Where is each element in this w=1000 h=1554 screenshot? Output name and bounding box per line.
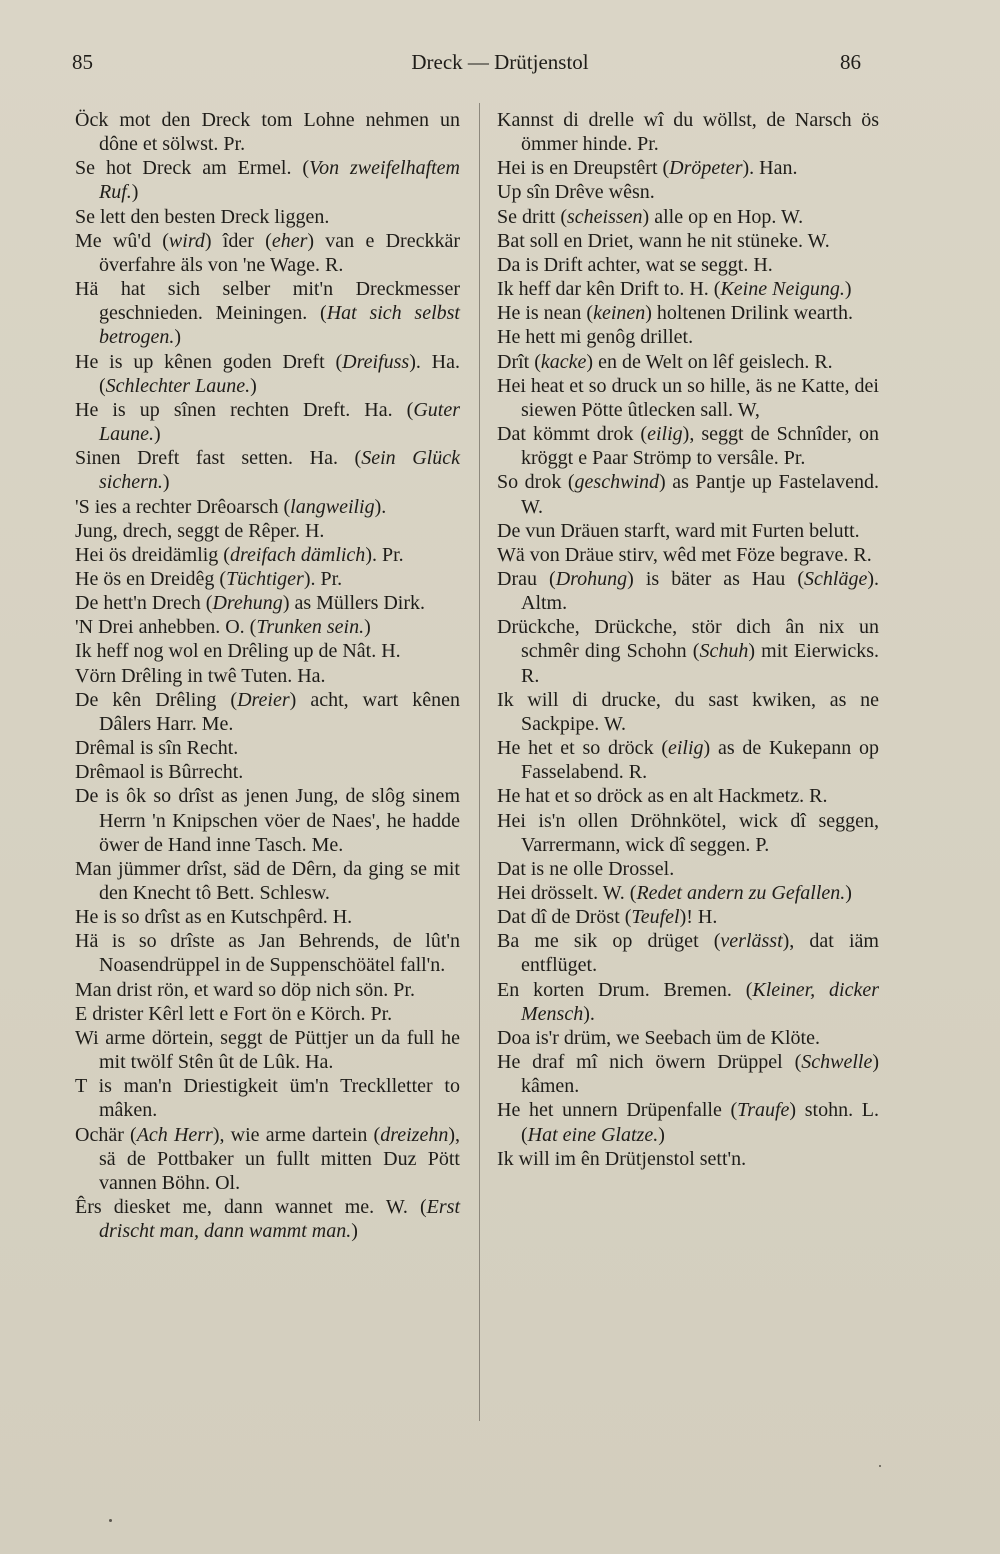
proverb-entry: Se hot Dreck am Ermel. (Von zweifelhaftem Ruf.) bbox=[75, 157, 460, 204]
proverb-entry: Hei drösselt. W. (Redet andern zu Gefallen.) bbox=[497, 882, 852, 904]
proverb-entry: Ik will im ên Drütjenstol sett'n. bbox=[497, 1147, 747, 1170]
proverb-entry: Da is Drift achter, wat se seggt. H. bbox=[497, 253, 773, 276]
proverb-entry: Êrs diesket me, dann wannet me. W. (Erst drischt man, dann wammt man.) bbox=[75, 1196, 460, 1243]
proverb-entry: Wi arme dörtein, seggt de Püttjer un da full he mit twölf Stên ût de Lûk. Ha. bbox=[75, 1026, 460, 1074]
proverb-entry: De hett'n Drech (Drehung) as Müllers Dirk. bbox=[75, 592, 426, 615]
print-speck bbox=[879, 1465, 881, 1467]
proverb-entry: Hä is so drîste as Jan Behrends, de lût'n Noasendrüppel in de Suppenschöätel fall'n. bbox=[75, 930, 460, 977]
proverb-entry: Wä von Dräue stirv, wêd met Föze begrave. R. bbox=[497, 543, 872, 566]
proverb-entry: Ik will di drucke, du sast kwiken, as ne Sackpipe. W. bbox=[497, 688, 879, 735]
proverb-entry: Doa is'r drüm, we Seebach üm de Klöte. bbox=[497, 1026, 820, 1049]
left-page-number: 85 bbox=[72, 50, 93, 74]
proverb-entry: He is up kênen goden Dreft (Dreifuss). Ha. (Schlechter Laune.) bbox=[75, 350, 460, 397]
proverb-entry: Öck mot den Dreck tom Lohne nehmen un dône et sölwst. Pr. bbox=[75, 109, 460, 156]
right-page-number: 86 bbox=[840, 50, 861, 74]
proverb-entry: Man drist rön, et ward so döp nich sön. Pr. bbox=[75, 978, 415, 1001]
proverb-entry: Up sîn Drêve wêsn. bbox=[497, 181, 655, 204]
proverb-entry: Dat is ne olle Drossel. bbox=[497, 857, 675, 880]
proverb-entry: E drister Kêrl lett e Fort ön e Körch. Pr. bbox=[75, 1002, 393, 1025]
column-divider bbox=[479, 103, 480, 1421]
proverb-entry: Hei heat et so druck un so hille, äs ne Katte, dei siewen Pötte ûtlecken sall. W, bbox=[497, 374, 879, 421]
proverb-entry: Drückche, Drückche, stör dich ân nix un schmêr ding Schohn (Schuh) mit Eierwicks. R. bbox=[497, 616, 879, 687]
print-speck bbox=[109, 1519, 112, 1522]
proverb-entry: Me wû'd (wird) îder (eher) van e Dreckkär överfahre äls von 'ne Wage. R. bbox=[75, 229, 461, 276]
proverb-entry: He draf mî nich öwern Drüppel (Schwelle) kâmen. bbox=[497, 1051, 879, 1098]
proverb-entry: He het et so dröck (eilig) as de Kukepann op Fasselabend. R. bbox=[497, 737, 879, 784]
proverb-entry: Drau (Drohung) is bäter as Hau (Schläge). Altm. bbox=[497, 567, 879, 615]
proverb-entry: En korten Drum. Bremen. (Kleiner, dicker Mensch). bbox=[497, 978, 879, 1025]
proverb-entry: Hei is en Dreupstêrt (Dröpeter). Han. bbox=[497, 157, 798, 180]
proverb-entry: Man jümmer drîst, säd de Dêrn, da ging se mit den Knecht tô Bett. Schlesw. bbox=[75, 857, 460, 904]
proverb-entry: Kannst di drelle wî du wöllst, de Narsch ös ömmer hinde. Pr. bbox=[497, 109, 879, 156]
proverb-entry: Dat kömmt drok (eilig), seggt de Schnîder, on kröggt e Paar Strömp to versâle. Pr. bbox=[497, 423, 880, 470]
proverb-entry: Ik heff dar kên Drift to. H. (Keine Neigung.) bbox=[497, 278, 852, 301]
proverb-entry: Dat dî de Dröst (Teufel)! H. bbox=[497, 906, 718, 929]
proverb-entry: Hä hat sich selber mit'n Dreckmesser geschnieden. Meiningen. (Hat sich selbst betrogen.) bbox=[75, 278, 460, 349]
proverb-entry: Vörn Drêling in twê Tuten. Ha. bbox=[75, 664, 326, 687]
proverb-entry: Sinen Dreft fast setten. Ha. (Sein Glück sichern.) bbox=[75, 447, 460, 494]
running-head: Dreck — Drütjenstol bbox=[411, 50, 589, 74]
proverb-entry: Drêmal is sîn Recht. bbox=[75, 737, 239, 760]
proverb-entry: Jung, drech, seggt de Rêper. H. bbox=[75, 519, 325, 542]
proverb-entry: Drêmaol is Bûrrecht. bbox=[75, 761, 244, 784]
proverb-entry: Ba me sik op drüget (verlässt), dat iäm entflüget. bbox=[497, 930, 879, 977]
proverb-entry: Hei is'n ollen Dröhnkötel, wick dî seggen, Varrermann, wick dî seggen. P. bbox=[497, 809, 879, 856]
proverb-entry: De kên Drêling (Dreier) acht, wart kênen Dâlers Harr. Me. bbox=[75, 688, 461, 735]
proverb-entry: 'S ies a rechter Drêoarsch (langweilig). bbox=[75, 495, 387, 518]
proverb-entry: Drît (kacke) en de Welt on lêf geislech. R. bbox=[497, 350, 833, 373]
proverb-entry: Se lett den besten Dreck liggen. bbox=[75, 205, 330, 228]
right-column bbox=[497, 108, 879, 1171]
proverb-entry: Ik heff nog wol en Drêling up de Nât. H. bbox=[75, 640, 401, 663]
proverb-entry: Ochär (Ach Herr), wie arme dartein (dreizehn), sä de Pottbaker un fullt mitten Duz Pött vannen Böhn. Ol. bbox=[75, 1123, 460, 1194]
proverb-entry: De vun Dräuen starft, ward mit Furten belutt. bbox=[497, 519, 860, 542]
proverb-entry: Bat soll en Driet, wann he nit stüneke. W. bbox=[497, 229, 830, 252]
proverb-entry: Hei ös dreidämlig (dreifach dämlich). Pr. bbox=[75, 543, 404, 566]
proverb-entry: He is nean (keinen) holtenen Drilink wearth. bbox=[497, 302, 853, 325]
proverb-entry: He hett mi genôg drillet. bbox=[497, 326, 694, 349]
proverb-entry: So drok (geschwind) as Pantje up Fastelavend. W. bbox=[497, 471, 879, 518]
proverb-entry: 'N Drei anhebben. O. (Trunken sein.) bbox=[75, 616, 371, 639]
proverb-entry: He is up sînen rechten Dreft. Ha. (Guter Laune.) bbox=[75, 398, 460, 446]
proverb-entry: He ös en Dreidêg (Tüchtiger). Pr. bbox=[75, 567, 343, 590]
proverb-entry: De is ôk so drîst as jenen Jung, de slôg sinem Herrn 'n Knipschen vöer de Naes', he hadde öwer de Hand inne Tasch. Me. bbox=[75, 785, 460, 856]
proverb-entry: He hat et so dröck as en alt Hackmetz. R. bbox=[497, 785, 828, 808]
proverb-entry: T is man'n Driestigkeit üm'n Trecklletter to mâken. bbox=[75, 1075, 460, 1122]
proverb-entry: Se dritt (scheissen) alle op en Hop. W. bbox=[497, 205, 804, 228]
left-column bbox=[75, 108, 460, 1243]
proverb-entry: He is so drîst as en Kutschpêrd. H. bbox=[75, 906, 353, 929]
proverb-entry: He het unnern Drüpenfalle (Traufe) stohn. L. (Hat eine Glatze.) bbox=[497, 1099, 879, 1146]
